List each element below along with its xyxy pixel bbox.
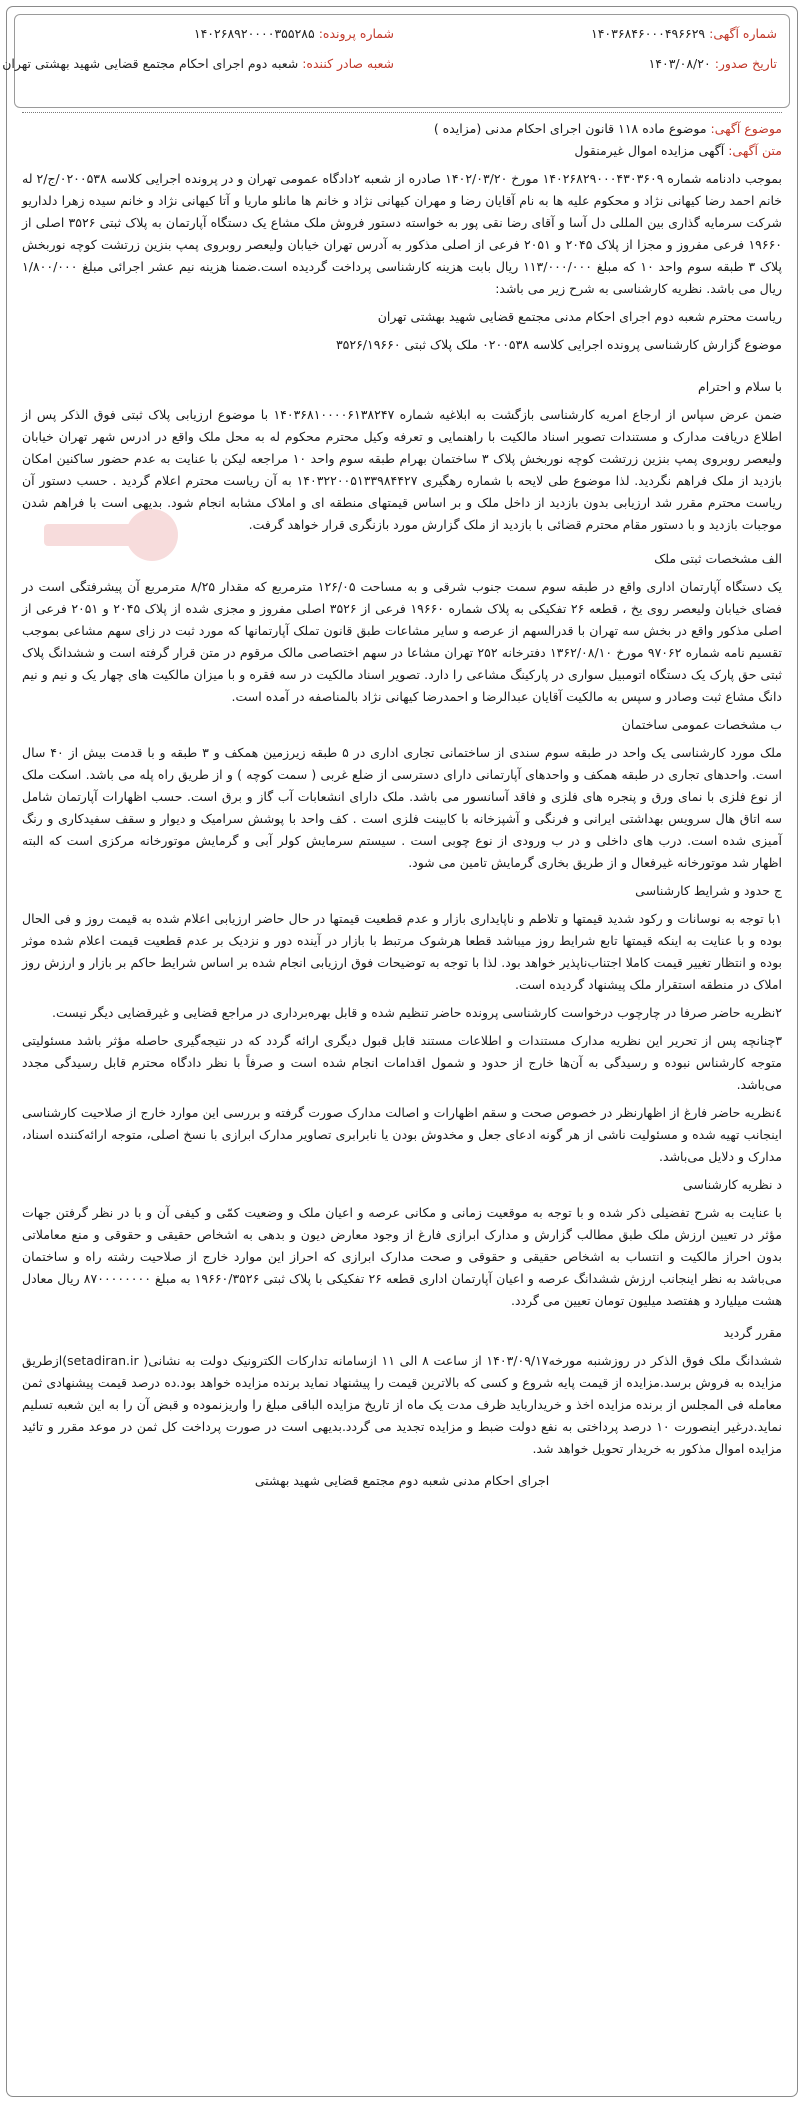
section-c-title: ج حدود و شرایط کارشناسی [635, 883, 782, 898]
addressee: ریاست محترم شعبه دوم اجرای احکام مدنی مجتمع قضایی شهید بهشتی تهران [377, 309, 782, 324]
section-b-title: ب مشخصات عمومی ساختمان [621, 717, 782, 732]
decreed-heading: مقرر گردید [723, 1325, 782, 1340]
issue-date-row [649, 55, 777, 73]
intro-paragraph: بموجب دادنامه شماره ۱۴۰۲۶۸۲۹۰۰۰۴۳۰۳۶۰۹ مورخ ۱۴۰۲/۰۳/۲۰ صادره از شعبه ۲دادگاه عمومی تهران و در پرونده اجرایی کلاسه ۰۲۰۰۵۳۸/ج/۲ له خانم احمد رضا کیهانی نژاد و محکوم علیه ها به نام آقایان رضا و مهران کیهانی نژاد و خانم ها مانلو ماریا و آتا کیهانی نژاد و خانم سیده زهرا دلداریو شرکت سرمایه گذاری بین المللی دل آسا و آقای رضا نقی پور به خواسته دستور فروش ملک مشاع یک دستگاه آپارتمان به پلاک ثبتی ۳۵۲۶ اصلی از ۱۹۶۶۰ فرعی مفروز و مجزا از پلاک ۲۰۴۵ و ۲۰۵۱ فرعی از اصلی مذکور به آدرس تهران خیابان ولیعصر روبروی پمپ بنزین زرتشت کوچه نوربخش پلاک ۳ طبقه سوم واحد ۱۰ که مبلغ ۱۱۳/۰۰۰/۰۰۰ ریال بابت هزینه کارشناسی پرداخت گردیده است.ضمنا هزینه نیم عشر اجرائی مبلغ ۱/۸۰۰/۰۰۰ ریال می باشد. نظریه کارشناسی به شرح زیر می باشد: [22, 171, 783, 296]
issuing-branch: شعبه دوم اجرای احکام مجتمع قضایی شهید بهشتی تهران [2, 56, 299, 71]
greeting: با سلام و احترام [698, 379, 782, 394]
condition-1: ۱با توجه به نوسانات و رکود شدید قیمتها و تلاطم و ناپایداری بازار و عدم قطعیت قیمتها در حال حاضر ارزیابی اعلام شده به قیمت روز و فی الحال بوده و با عنایت به اینکه قیمتها تابع شرایط روز میباشد قطعا هرشوک مرتبط با بازار در آینده دور و نزدیک بر عدم قطعیت قیمت اعلام شده موثر بوده و انتظار تغییر قیمت کاملا اجتناب‌ناپذیر خواهد بود. لذا با توجه به توضیحات فوق ارزیابی انجام شده بر اساس شرایط حاکم بر بازار و ارزش روز املاک در منطقه استقرار ملک پیشنهاد گردیده است. [22, 911, 782, 992]
issue-date: ۱۴۰۳/۰۸/۲۰ [648, 56, 711, 71]
case-number: ۱۴۰۲۶۸۹۲۰۰۰۰۳۵۵۲۸۵ [193, 26, 315, 41]
ad-text-label: متن آگهی: [728, 143, 782, 158]
opening-paragraph: ضمن عرض سپاس از ارجاع امریه کارشناسی بازگشت به ابلاغیه شماره ۱۴۰۳۶۸۱۰۰۰۰۶۱۳۸۲۴۷ با موضوع ارزیابی پلاک ثبتی فوق الذکر پس از اطلاع دریافت مدارک و مستندات تصویر اسناد مالکیت با راهنمایی و تعرفه وکیل محترم محکوم له به محل ملک واقع در ادرس شهر تهران خیابان ولیعصر روبروی پمپ بنزین زرتشت کوچه نوربخش پلاک ۳ ساختمان بهرام طبقه سوم واحد ۱۰ مراجعه لیکن با عنایت به عدم حضور ساکنین امکان بازدید از ملک فراهم نگردید. لذا موضوع طی لایحه با شماره رهگیری ۱۴۰۳۲۲۰۰۵۱۳۳۹۸۴۴۲۷ به آن ریاست محترم اعلام گردید . حسب دستور آن ریاست محترم مقرر شد ارزیابی بدون بازدید از داخل ملک و بر اساس قیمتهای منطقه ای و املاک مشابه انجام شود. بدیهی است با فراهم شدن موجبات بازدید و با دستور مقام محترم قضائی با بازدید از ملک گزارش مورد بازنگری قرار خواهد گرفت. [22, 407, 783, 532]
signoff: اجرای احکام مدنی شعبه دوم مجتمع قضایی شهید بهشتی [254, 1473, 550, 1488]
section-b-text: ملک مورد کارشناسی یک واحد در طبقه سوم سندی از ساختمانی تجاری اداری در ۵ طبقه زیرزمین همکف و ۳ طبقه و با قدمت بیش از ۴۰ سال است. واحدهای تجاری در طبقه همکف و واحدهای آپارتمانی دارای دسترسی از ضلع غربی ( سمت کوچه ) و از طریق راه پله می باشد. اسکت ملک از نوع فلزی با نمای ورق و پنجره های فلزی و فاقد آسانسور می باشد. ملک دارای انشعابات آب گاز و برق است. حسب اظهارات آپارتمان شامل سه اتاق هال سرویس بهداشتی ایرانی و فرنگی و آشپزخانه با کابینت فلزی است . کف واحد با پوشش سرامیک و دیوار و سقف سفیدکاری و رنگ آمیزی شده است. درب های داخلی و در ب ورودی از نوع چوبی است . سیستم سرمایش کولر آبی و گرمایش موتورخانه مرکزی است که البته اظهار شد موتورخانه غیرفعال و از طریق بخاری گرمایش تامین می شود. [22, 745, 782, 870]
issuing-branch-row [2, 55, 394, 73]
ad-number-label: شماره آگهی: [709, 26, 777, 41]
ad-subject-label: موضوع آگهی: [710, 121, 782, 136]
ad-number-row [591, 25, 777, 43]
ad-subject-row [22, 118, 782, 140]
opinion-text: با عنایت به شرح تفضیلی ذکر شده و با توجه به موقعیت زمانی و مکانی عرصه و اعیان ملک و وضعیت کمّی و کیفی آن و با در نظر گرفتن جهات مؤثر در تعیین ارزش ملک طبق مطالب گزارش و مدارک ابرازی فارغ از وجود معارض دیون و بدهی به اشخاص حقیقی و حقوقی و منع معاملاتی بدون احراز مالکیت و انتساب به اشخاص حقیقی و حقوقی و صحت مدارک ابرازی که احراز این موارد خارج از صلاحیت رشته راه و ساختمان می‌باشد به نظر اینجانب ارزش ششدانگ عرصه و اعیان آپارتمان اداری قطعه ۲۶ تفکیکی با پلاک ثبتی ۱۹۶۶۰/۳۵۲۶ به مبلغ ۸۷۰۰۰۰۰۰۰۰ ریال معادل هشت میلیارد و هفتصد میلیون تومان تعیین می گردد. [22, 1205, 782, 1308]
ad-number: ۱۴۰۳۶۸۴۶۰۰۰۴۹۶۶۲۹ [590, 26, 706, 41]
section-d-title: د نظریه کارشناسی [682, 1177, 782, 1192]
ad-content [22, 118, 782, 1492]
ad-subject: موضوع ماده ۱۱۸ قانون اجرای احکام مدنی (مزایده ) [433, 121, 707, 136]
condition-4: ٤نظریه حاضر فارغ از اظهارنظر در خصوص صحت و سقم اظهارات و اصالت مدارک صورت گرفته و بررسی این موارد خارج از صلاحیت کارشناسی اینجانب تهیه شده و مسئولیت ناشی از هر گونه ادعای جعل و مخدوش بودن یا نابرابری تصاویر مدارک ابرازی با نسخ اصلی، متوجه ارائه‌کننده اسناد، مدارک و دلایل می‌باشد. [22, 1105, 782, 1164]
ad-title: آگهی مزایده اموال غیرمنقول [574, 143, 725, 158]
issue-date-label: تاریخ صدور: [714, 56, 777, 71]
report-subject: موضوع گزارش کارشناسی پرونده اجرایی کلاسه ۰۲۰۰۵۳۸ ملک پلاک ثبتی ۳۵۲۶/۱۹۶۶۰ [335, 337, 782, 352]
issuing-branch-label: شعبه صادر کننده: [302, 56, 394, 71]
condition-3: ۳چنانچه پس از تحریر این نظریه مدارک مستندات و اطلاعات مستند قابل قبول دیگری ارائه گردد که در نتیجه‌گیری حاصله مؤثر باشد مسئولیتی متوجه کارشناس نبوده و رسیدگی به آن‌ها خارج از حدود و شمول اقدامات انجام شده است و صرفاً با نظر دادگاه محترم قابل رسیدگی مجدد می‌باشد. [22, 1033, 782, 1092]
header-box [2, 14, 790, 108]
section-a-text: یک دستگاه آپارتمان اداری واقع در طبقه سوم سمت جنوب شرقی و به مساحت ۱۲۶/۰۵ مترمربع که مقدار ۸/۲۵ مترمربع آن پیشرفتگی است در فضای خیابان ولیعصر روی یخ ، قطعه ۲۶ تفکیکی به پلاک شماره ۱۹۶۶۰ فرعی از ۳۵۲۶ اصلی مفروز و مجزی شده از پلاک ۲۰۴۵ و ۲۰۵۱ فرعی از اصلی مذکور واقع در بخش سه تهران با قدرالسهم از عرصه و سایر مشاعات طبق قانون تملک آپارتمانها که مورد ثبت در زای سهم مشاعی بموجب تقسیم نامه شماره ۹۷۰۶۲ مورخ ۱۳۶۲/۰۸/۱۰ دفترخانه ۲۵۲ تهران مشاعا در سهم اختصاصی مالک مرقوم در متن قرار گرفته است و ششدانگ پلاک ثبتی حق پارک یک دستگاه اتومبیل سواری در پارکینگ مشاعی را دارد. تصویر اسناد مالکیت در سه فقره و با میزان مالکیت های چهار یک و نیم و نیم دانگ مشاع ثبت وصادر و سپس به مالکیت آقایان عبدالرضا و احمدرضا کیهانی نژاد بالمناصفه در آمده است. [22, 579, 783, 704]
case-number-label: شماره پرونده: [318, 26, 394, 41]
case-number-row [194, 25, 394, 43]
ad-text-row [22, 140, 782, 162]
dotted-divider [22, 112, 782, 113]
condition-2: ۲نظریه حاضر صرفا در چارچوب درخواست کارشناسی پرونده حاضر تنظیم شده و قابل بهره‌برداری در مراجع قضایی و غیرقضایی دیگر نیست. [52, 1005, 782, 1020]
auction-text: ششدانگ ملک فوق الذکر در روزشنبه مورخه۱۴۰۳/۰۹/۱۷ از ساعت ۸ الی ۱۱ ازسامانه تدارکات الکترونیک دولت به نشانی( setadiran.ir)ازطریق مزایده به فروش برسد.مزایده از قیمت پایه شروع و کسی که بالاترین قیمت را پیشنهاد نماید برنده مزایده خواهد بود.ده درصد قیمت پیشنهادی ثمن معامله فی المجلس از برنده مزایده اخذ و خریدارباید ظرف مدت یک ماه از تاریخ مزایده الباقی مبلغ را واریزنموده و قبض آن را به این شعبه تسلیم نماید.درغیر اینصورت ۱۰ درصد پرداختی به نفع دولت ضبط و مزایده تجدید می گردد.بدیهی است در صورت پرداخت کل ثمن در موعد مقرر و تائید مزایده اموال مذکور به خریدار تحویل خواهد شد. [22, 1353, 783, 1456]
section-a-title: الف مشخصات ثبتی ملک [654, 551, 782, 566]
